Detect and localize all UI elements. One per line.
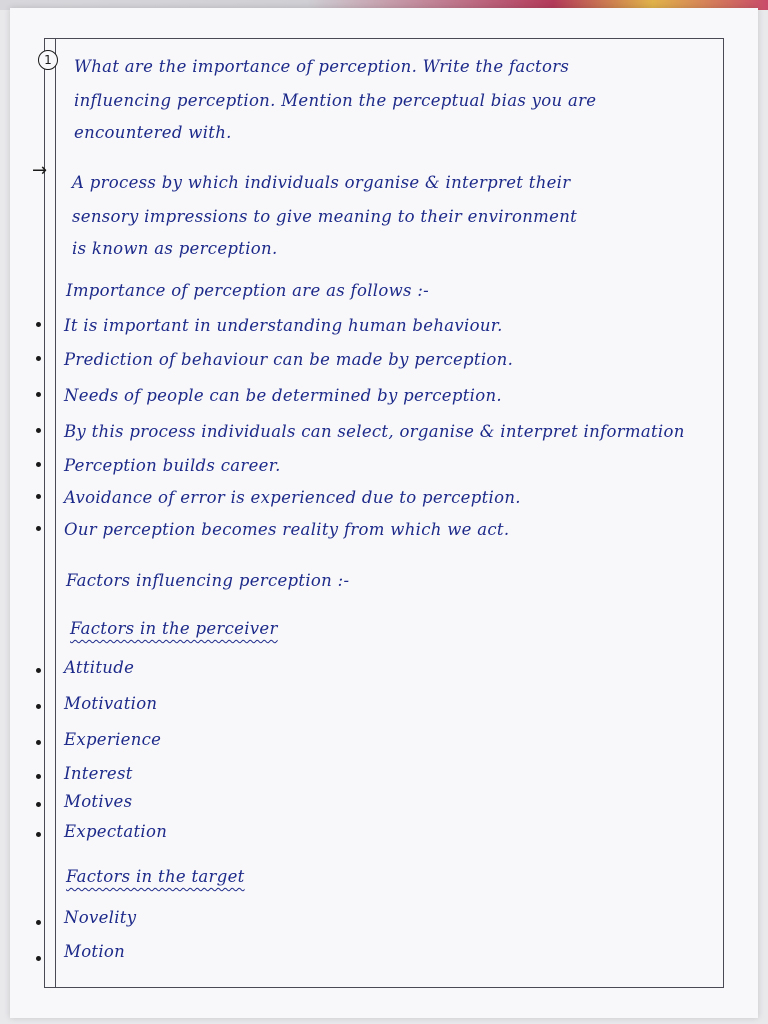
definition-line-1: A process by which individuals organise & interpret their bbox=[72, 173, 571, 192]
definition-line-2: sensory impressions to give meaning to their environment bbox=[72, 207, 578, 226]
importance-item: Our perception becomes reality from which we act. bbox=[64, 520, 510, 539]
perceiver-heading: Factors in the perceiver bbox=[70, 619, 278, 638]
importance-item: Avoidance of error is experienced due to perception. bbox=[64, 488, 521, 507]
bullet-marker bbox=[36, 956, 41, 961]
importance-heading: Importance of perception are as follows :- bbox=[66, 281, 430, 300]
definition-line-3: is known as perception. bbox=[72, 239, 278, 258]
bullet-marker bbox=[36, 462, 41, 467]
question-line-1: What are the importance of perception. Write the factors bbox=[74, 57, 570, 76]
target-item: Motion bbox=[64, 942, 126, 961]
bullet-marker bbox=[36, 920, 41, 925]
importance-item: It is important in understanding human behaviour. bbox=[64, 316, 503, 335]
question-line-3: encountered with. bbox=[74, 123, 232, 142]
importance-item: Prediction of behaviour can be made by perception. bbox=[64, 350, 514, 369]
target-item: Novelity bbox=[64, 908, 137, 927]
bullet-marker bbox=[36, 802, 41, 807]
bullet-marker bbox=[36, 322, 41, 327]
bullet-marker bbox=[36, 668, 41, 673]
bullet-marker bbox=[36, 494, 41, 499]
margin-line bbox=[55, 38, 56, 988]
target-heading: Factors in the target bbox=[66, 867, 245, 886]
bullet-marker bbox=[36, 392, 41, 397]
perceiver-item: Interest bbox=[64, 764, 133, 783]
importance-item: By this process individuals can select, organise & interpret information bbox=[64, 422, 685, 441]
factors-heading: Factors influencing perception :- bbox=[66, 571, 350, 590]
perceiver-item: Experience bbox=[64, 730, 162, 749]
answer-arrow-icon: → bbox=[32, 160, 48, 181]
bullet-marker bbox=[36, 832, 41, 837]
bullet-marker bbox=[36, 356, 41, 361]
perceiver-item: Expectation bbox=[64, 822, 168, 841]
bullet-marker bbox=[36, 774, 41, 779]
bullet-marker bbox=[36, 428, 41, 433]
perceiver-item: Attitude bbox=[64, 658, 135, 677]
question-line-2: influencing perception. Mention the perceptual bias you are bbox=[74, 91, 597, 110]
perceiver-item: Motivation bbox=[64, 694, 158, 713]
bullet-marker bbox=[36, 740, 41, 745]
bullet-marker bbox=[36, 704, 41, 709]
importance-item: Perception builds career. bbox=[64, 456, 281, 475]
perceiver-item: Motives bbox=[64, 792, 133, 811]
bullet-marker bbox=[36, 526, 41, 531]
question-number-badge: 1 bbox=[38, 50, 58, 70]
importance-item: Needs of people can be determined by perception. bbox=[64, 386, 502, 405]
